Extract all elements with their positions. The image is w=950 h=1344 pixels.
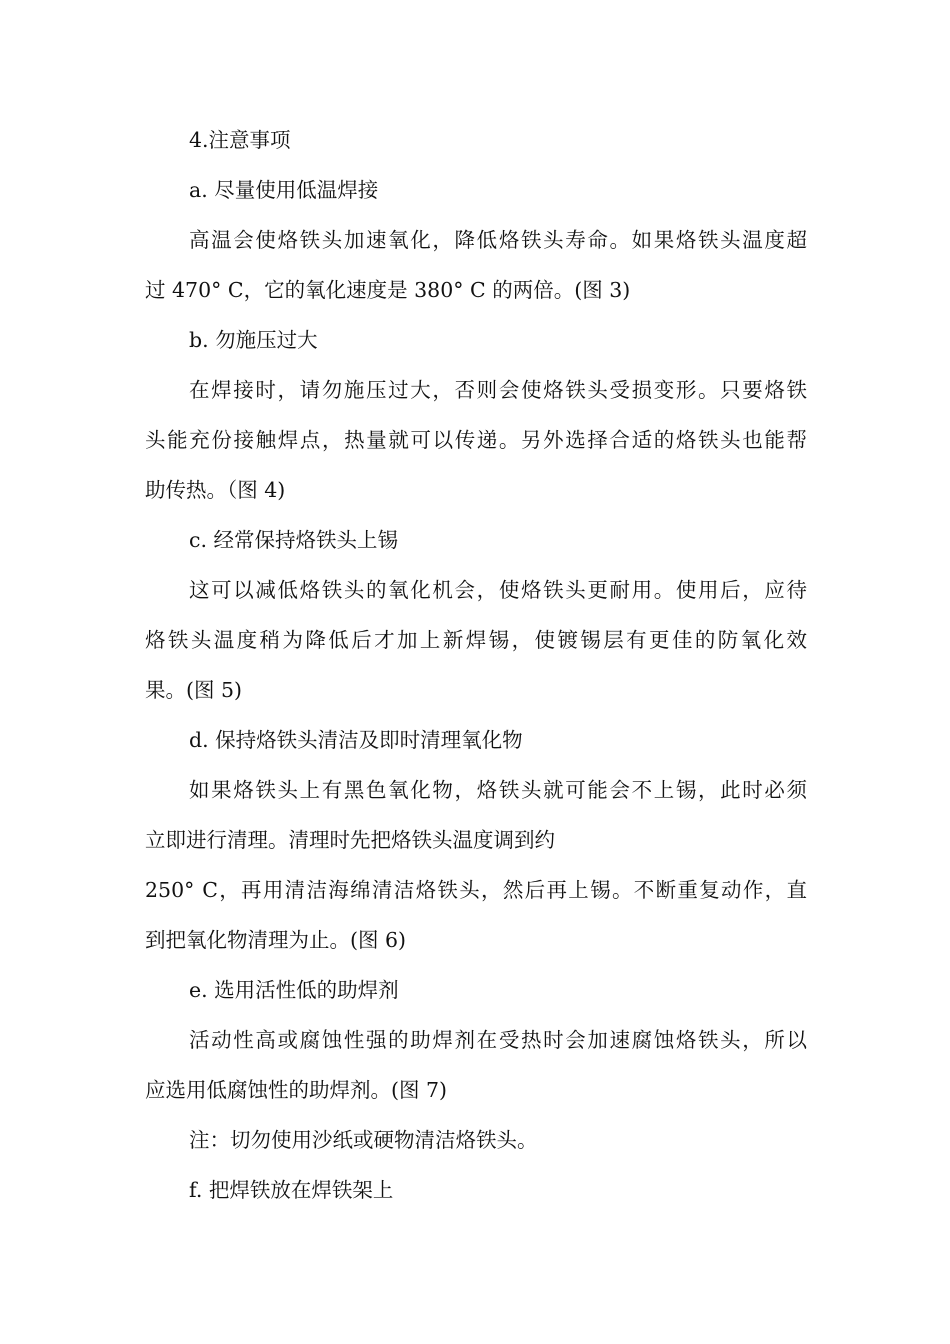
subheading-f: f. 把焊铁放在焊铁架上 [189,1178,394,1202]
paragraph-line: 这可以减低烙铁头的氧化机会，使烙铁头更耐用。使用后，应待 [189,578,807,602]
paragraph-line: 助传热。（图 4) [145,478,286,502]
paragraph-line: 250° C，再用清洁海绵清洁烙铁头，然后再上锡。不断重复动作，直 [145,878,807,902]
subheading-b: b. 勿施压过大 [189,328,318,352]
paragraph-line: 立即进行清理。清理时先把烙铁头温度调到约 [145,828,555,852]
paragraph-line: 到把氧化物清理为止。(图 6) [145,928,407,952]
paragraph-line: 活动性高或腐蚀性强的助焊剂在受热时会加速腐蚀烙铁头，所以 [189,1028,807,1052]
section-heading: 4.注意事项 [189,128,291,152]
paragraph-line: 如果烙铁头上有黑色氧化物，烙铁头就可能会不上锡，此时必须 [189,778,807,802]
paragraph-line: 果。(图 5) [145,678,243,702]
subheading-a: a. 尽量使用低温焊接 [189,178,379,202]
paragraph-line: 头能充份接触焊点，热量就可以传递。另外选择合适的烙铁头也能帮 [145,428,807,452]
paragraph-line: 在焊接时，请勿施压过大，否则会使烙铁头受损变形。只要烙铁 [189,378,807,402]
paragraph-line: 应选用低腐蚀性的助焊剂。(图 7) [145,1078,448,1102]
note-line: 注：切勿使用沙纸或硬物清洁烙铁头。 [189,1128,538,1152]
subheading-e: e. 选用活性低的助焊剂 [189,978,399,1002]
paragraph-line: 高温会使烙铁头加速氧化，降低烙铁头寿命。如果烙铁头温度超 [189,228,807,252]
paragraph-line: 烙铁头温度稍为降低后才加上新焊锡，使镀锡层有更佳的防氧化效 [145,628,807,652]
subheading-c: c. 经常保持烙铁头上锡 [189,528,399,552]
document-body [145,115,807,1215]
subheading-d: d. 保持烙铁头清洁及即时清理氧化物 [189,728,523,752]
paragraph-line: 过 470° C，它的氧化速度是 380° C 的两倍。(图 3) [145,278,631,302]
